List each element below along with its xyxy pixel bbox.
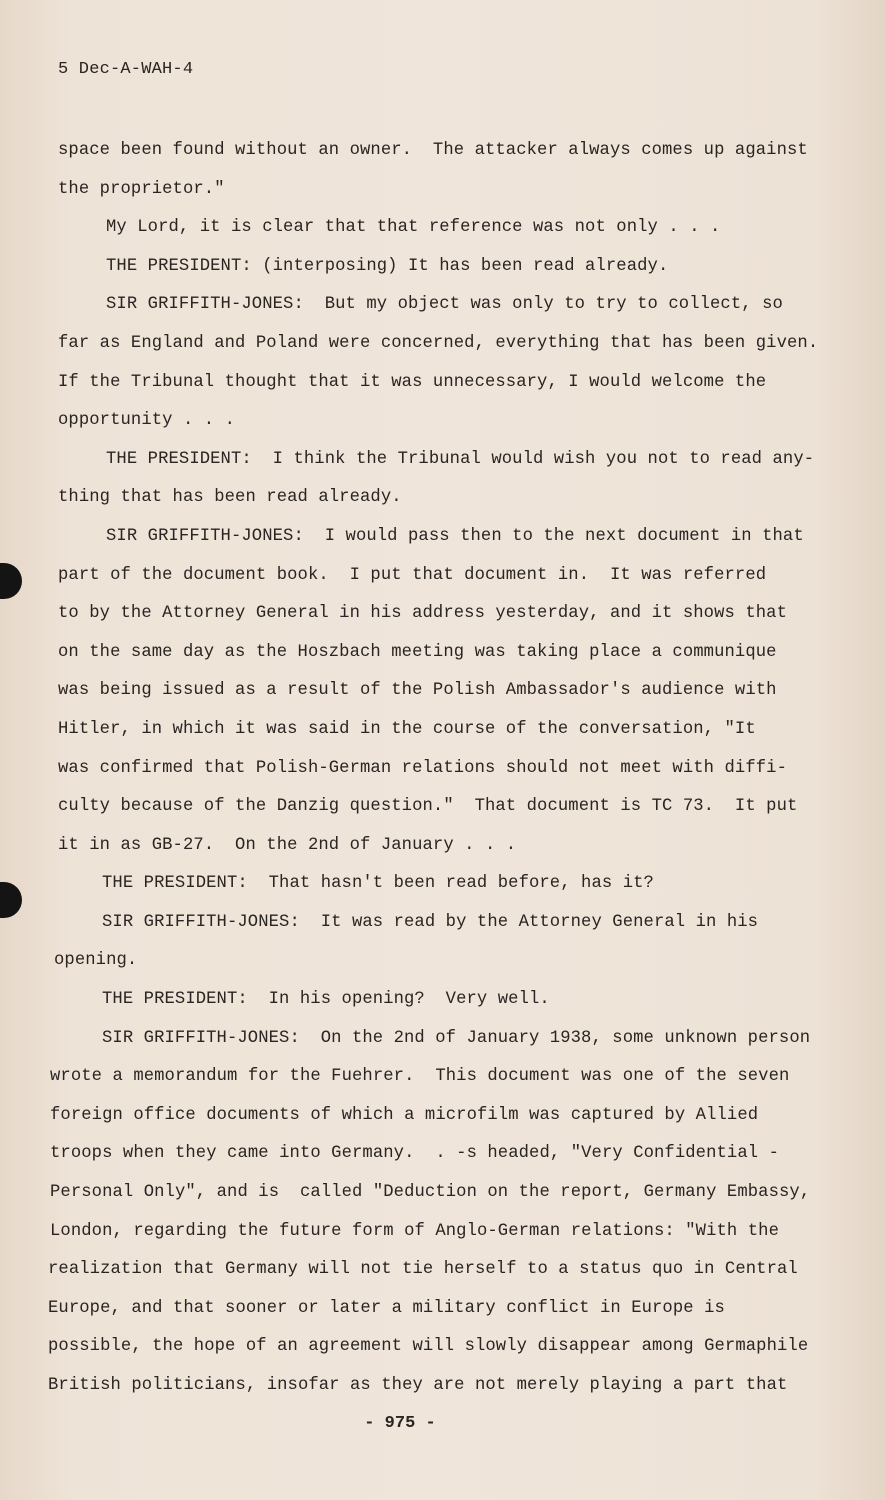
text-line: opportunity . . . xyxy=(58,411,236,431)
punch-hole-bottom xyxy=(0,882,22,918)
transcript-body xyxy=(48,138,819,1412)
text-line: SIR GRIFFITH-JONES: But my object was only to try to collect, so xyxy=(106,295,783,315)
text-line: Personal Only", and is called "Deduction on the report, Germany Embassy, xyxy=(50,1183,811,1203)
document-reference: 5 Dec-A-WAH-4 xyxy=(58,60,194,79)
text-line: possible, the hope of an agreement will slowly disappear among Germaphile xyxy=(48,1337,809,1357)
text-line: foreign office documents of which a microfilm was captured by Allied xyxy=(50,1105,759,1125)
text-line: THE PRESIDENT: (interposing) It has been read already. xyxy=(106,256,669,276)
text-line: If the Tribunal thought that it was unnecessary, I would welcome the xyxy=(58,372,767,392)
text-line: SIR GRIFFITH-JONES: It was read by the Attorney General in his xyxy=(102,912,759,932)
text-line: Hitler, in which it was said in the course of the conversation, "It xyxy=(58,719,756,739)
text-line: THE PRESIDENT: I think the Tribunal would wish you not to read any- xyxy=(106,449,815,469)
text-line: part of the document book. I put that document in. It was referred xyxy=(58,565,767,585)
text-line: was confirmed that Polish-German relations should not meet with diffi- xyxy=(58,758,787,778)
text-line: THE PRESIDENT: That hasn't been read before, has it? xyxy=(102,874,654,894)
text-line: My Lord, it is clear that that reference was not only . . . xyxy=(106,218,721,238)
text-line: troops when they came into Germany. . -s headed, "Very Confidential - xyxy=(50,1144,779,1164)
text-line: London, regarding the future form of Anglo-German relations: "With the xyxy=(50,1221,779,1241)
punch-hole-top xyxy=(0,563,22,599)
text-line: space been found without an owner. The attacker always comes up against xyxy=(58,141,808,160)
text-line: thing that has been read already. xyxy=(58,488,402,508)
text-line: THE PRESIDENT: In his opening? Very well. xyxy=(102,990,550,1010)
text-line: wrote a memorandum for the Fuehrer. This document was one of the seven xyxy=(50,1067,790,1087)
text-line: opening. xyxy=(54,951,138,971)
text-line: was being issued as a result of the Polish Ambassador's audience with xyxy=(58,681,777,701)
text-line: to by the Attorney General in his address yesterday, and it shows that xyxy=(58,604,787,624)
text-line: SIR GRIFFITH-JONES: I would pass then to the next document in that xyxy=(106,526,804,546)
text-line: culty because of the Danzig question." That document is TC 73. It put xyxy=(58,797,798,817)
text-line: British politicians, insofar as they are not merely playing a part that xyxy=(48,1376,788,1395)
page-number: - 975 - xyxy=(364,1414,436,1433)
text-line: Europe, and that sooner or later a military conflict in Europe is xyxy=(48,1298,725,1318)
text-line: SIR GRIFFITH-JONES: On the 2nd of January 1938, some unknown person xyxy=(102,1028,811,1048)
text-line: far as England and Poland were concerned, everything that has been given. xyxy=(58,333,819,353)
text-line: on the same day as the Hoszbach meeting was taking place a communique xyxy=(58,642,777,662)
text-line: the proprietor." xyxy=(58,179,225,199)
text-line: realization that Germany will not tie herself to a status quo in Central xyxy=(48,1260,798,1280)
text-line: it in as GB-27. On the 2nd of January . . . xyxy=(58,835,517,855)
